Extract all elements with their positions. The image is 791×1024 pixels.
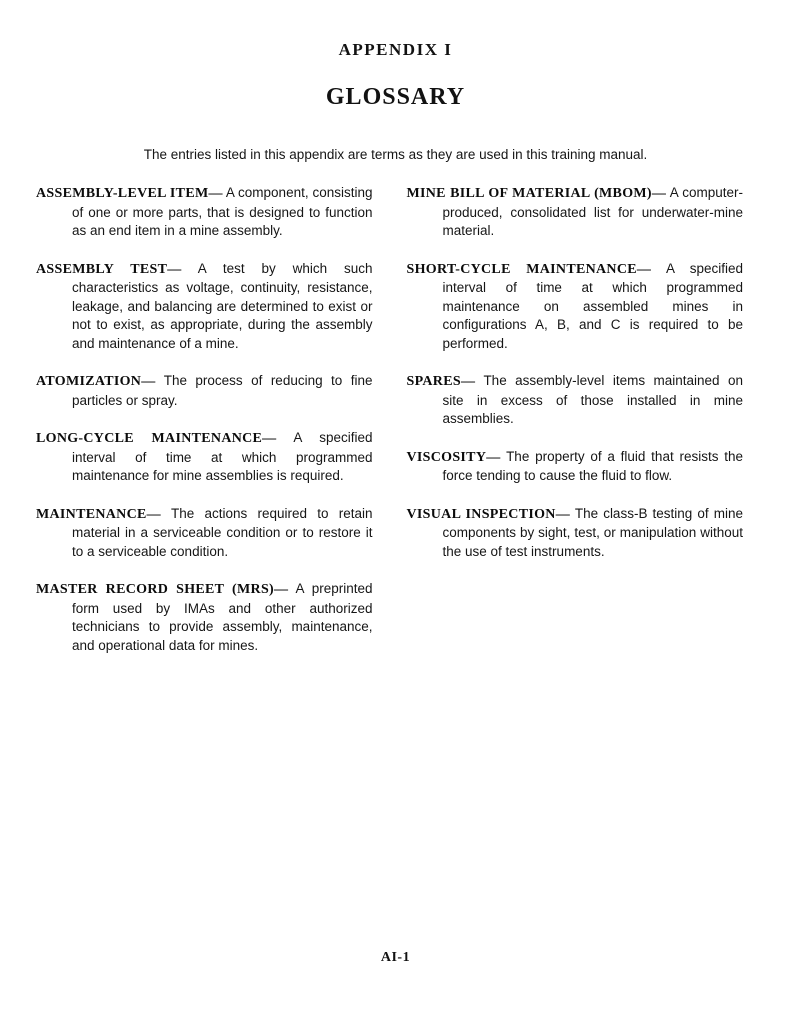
intro-text: The entries listed in this appendix are terms as they are used in this training manual. bbox=[143, 147, 648, 162]
glossary-entry bbox=[407, 260, 744, 354]
glossary-definition: The process of reducing to fine particles or spray. bbox=[72, 373, 373, 408]
glossary-definition: A component, consisting of one or more parts, that is designed to function as an end item in a mine assembly. bbox=[72, 185, 373, 238]
glossary-column-right bbox=[407, 184, 744, 580]
glossary-term: ASSEMBLY TEST— bbox=[36, 261, 182, 277]
glossary-definition: A specified interval of time at which programmed maintenance on assembled mines in configurations A, B, and C is required to be performed. bbox=[442, 260, 744, 351]
glossary-entry bbox=[407, 372, 744, 429]
glossary-entry bbox=[36, 505, 373, 562]
glossary-entry bbox=[407, 184, 744, 241]
glossary-definition: The property of a fluid that resists the force tending to cause the fluid to flow. bbox=[442, 448, 743, 483]
appendix-label: APPENDIX I bbox=[338, 40, 453, 59]
page-title: GLOSSARY bbox=[325, 84, 466, 110]
glossary-term: MAINTENANCE— bbox=[36, 506, 161, 522]
glossary-entry bbox=[407, 505, 744, 562]
glossary-definition: A specified interval of time at which programmed maintenance for mine assemblies is required. bbox=[72, 430, 373, 483]
page-number: AI-1 bbox=[380, 950, 411, 965]
glossary-definition: The class-B testing of mine components by sight, test, or manipulation without the use of test instruments. bbox=[442, 505, 743, 559]
glossary-term: SHORT-CYCLE MAINTENANCE— bbox=[406, 261, 652, 277]
glossary-entry bbox=[407, 448, 744, 486]
glossary-term: VISCOSITY— bbox=[406, 449, 501, 465]
glossary-entry bbox=[36, 372, 373, 410]
glossary-column-left bbox=[36, 184, 373, 674]
glossary-entry bbox=[36, 429, 373, 486]
glossary-term: SPARES— bbox=[406, 374, 476, 389]
glossary-columns bbox=[0, 162, 791, 674]
glossary-definition: A computer-produced, consolidated list for underwater-mine material. bbox=[442, 185, 743, 238]
glossary-entry bbox=[36, 260, 373, 354]
glossary-term: VISUAL INSPECTION— bbox=[406, 506, 570, 522]
glossary-definition: A test by which such characteristics as voltage, continuity, resistance, leakage, and balancing are determined to exist or not to exist, as appropriate, during the assembly and maintenance of a mine. bbox=[72, 260, 373, 351]
glossary-term: MINE BILL OF MATERIAL (MBOM)— bbox=[406, 186, 667, 201]
glossary-definition: The actions required to retain material in a serviceable condition or to restore it to a serviceable condition. bbox=[72, 505, 373, 559]
glossary-definition: A preprinted form used by IMAs and other authorized technicians to provide assembly, maintenance, and operational data for mines. bbox=[72, 581, 373, 653]
glossary-entry bbox=[36, 580, 373, 655]
glossary-entry bbox=[36, 184, 373, 241]
glossary-definition: The assembly-level items maintained on site in excess of those installed in mine assemblies. bbox=[442, 373, 743, 426]
glossary-term: MASTER RECORD SHEET (MRS)— bbox=[36, 582, 289, 597]
glossary-term: ATOMIZATION— bbox=[36, 374, 156, 389]
glossary-term: LONG-CYCLE MAINTENANCE— bbox=[36, 431, 277, 446]
glossary-term: ASSEMBLY-LEVEL ITEM— bbox=[36, 186, 223, 201]
